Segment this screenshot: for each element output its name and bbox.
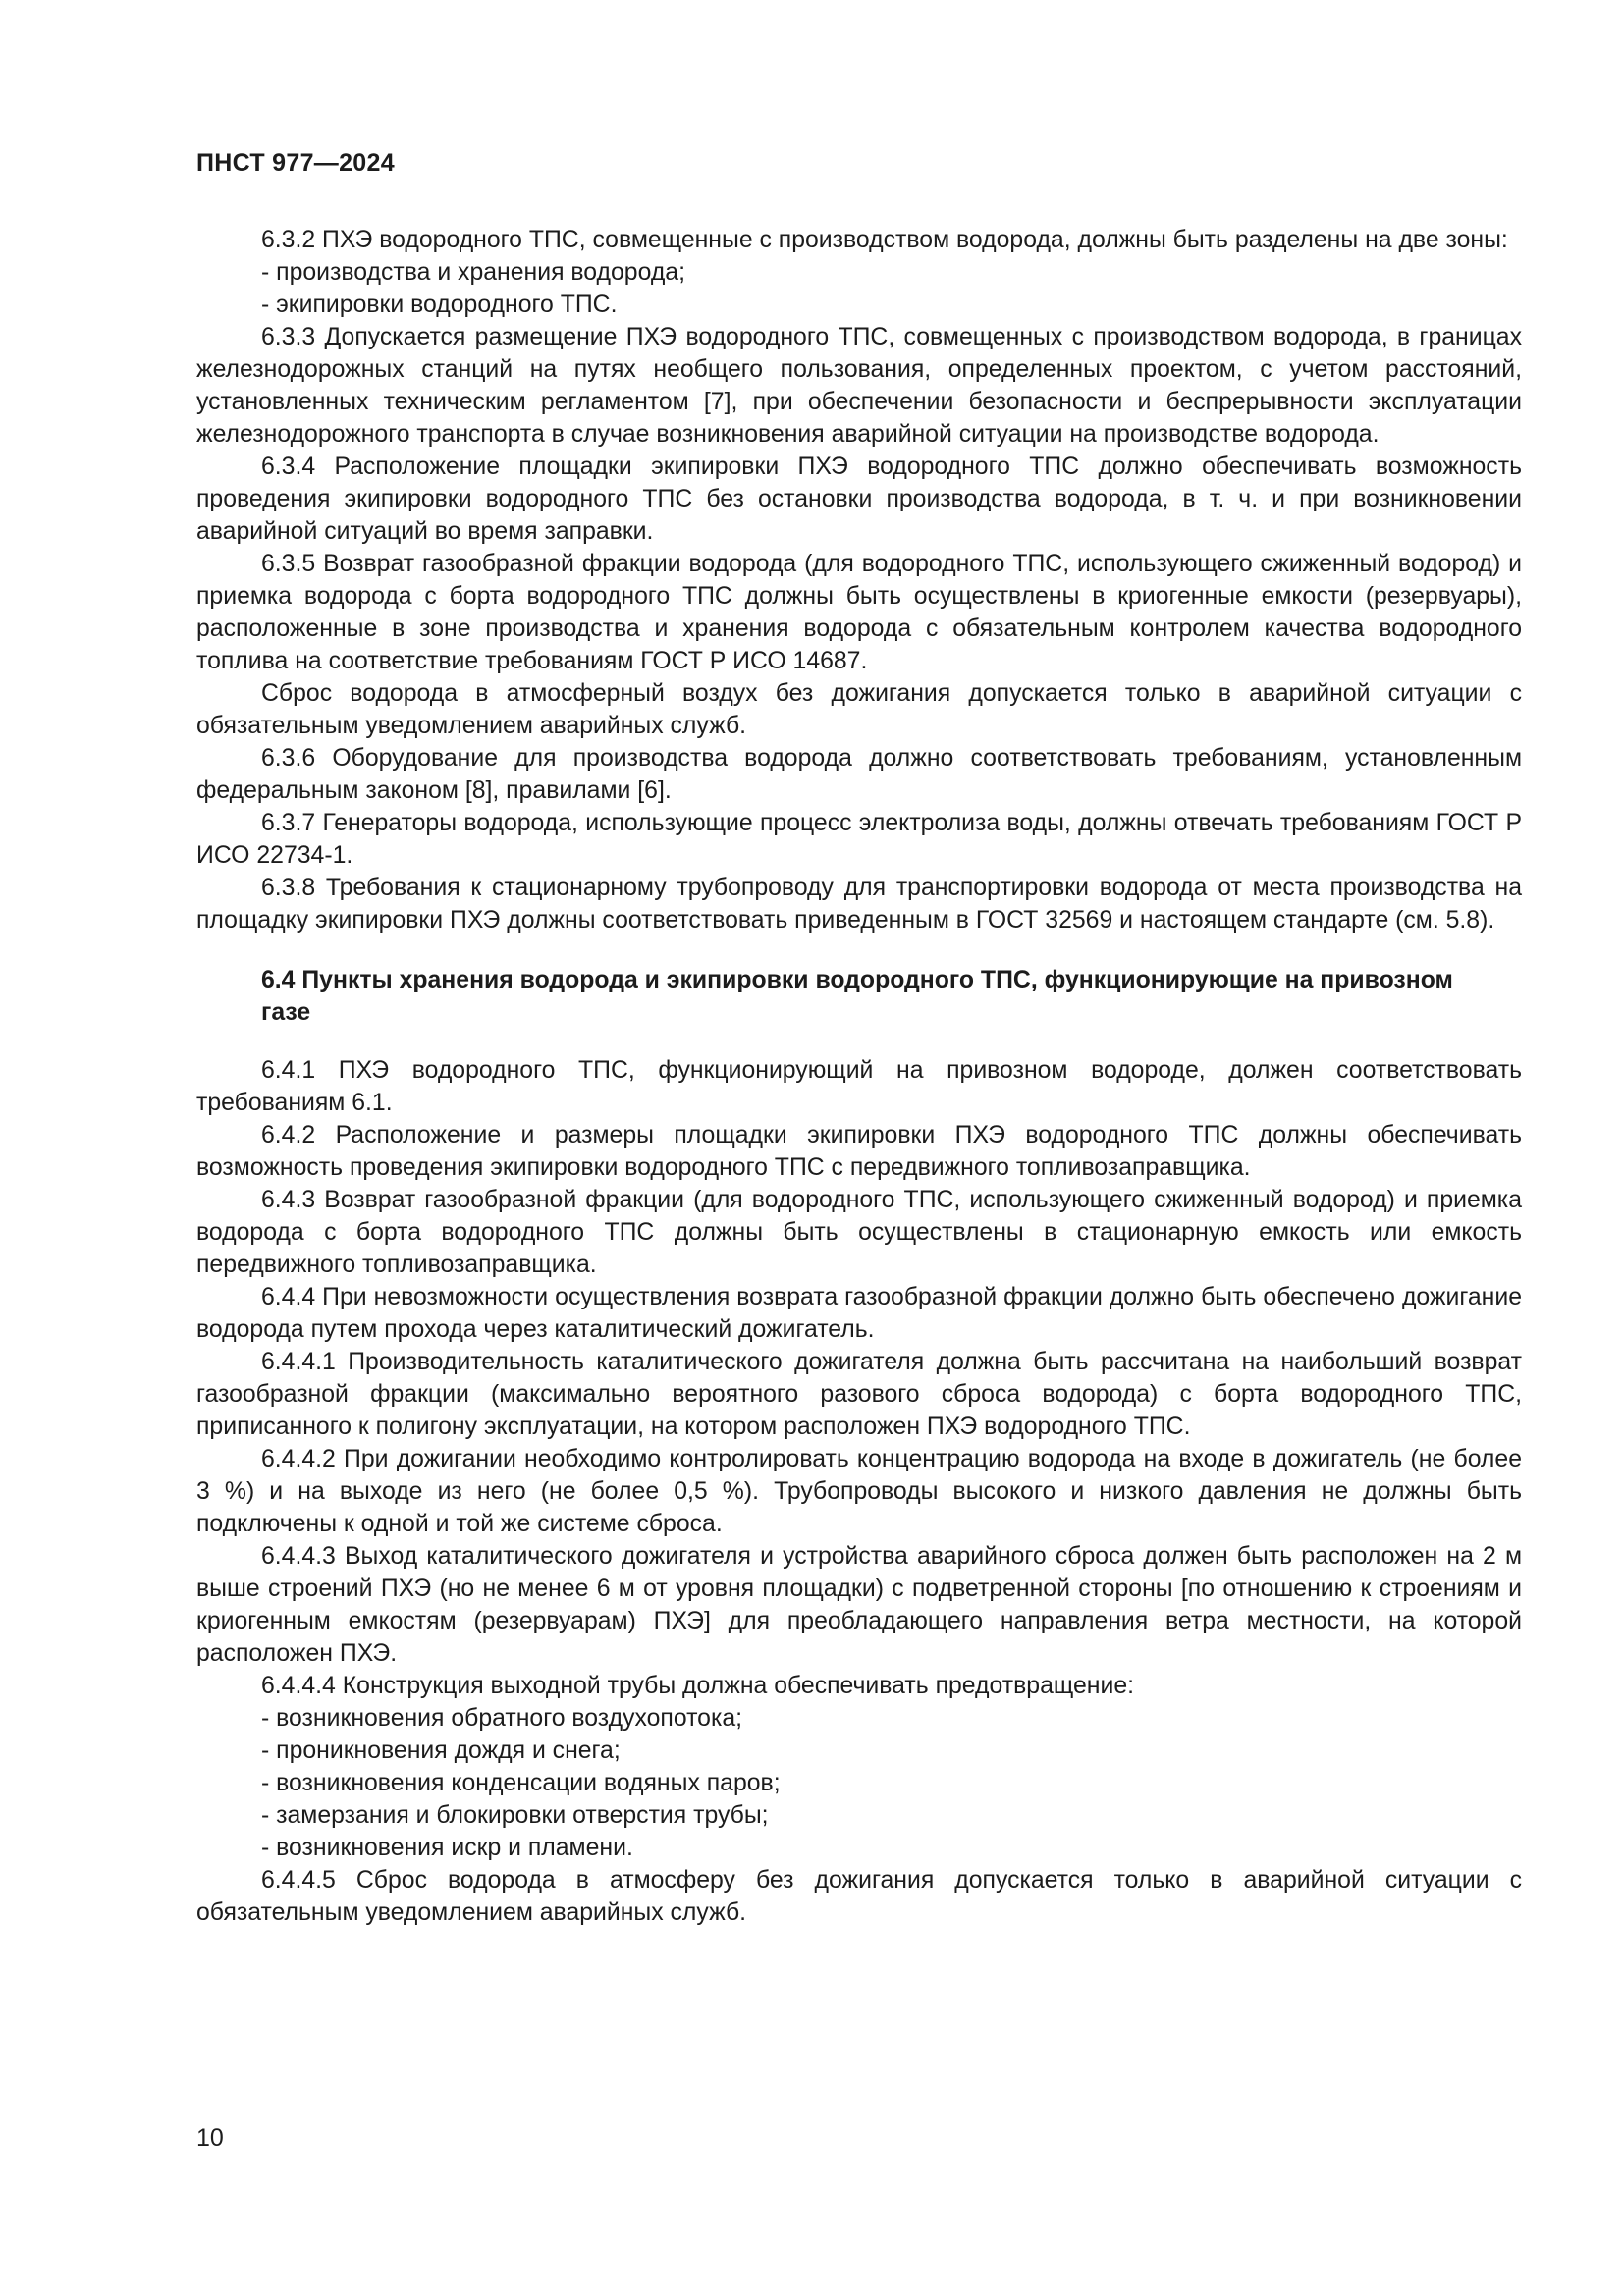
- clause-6-3-6: 6.3.6 Оборудование для производства водорода должно соответствовать требованиям, установленным федеральным законом [8], правилами [6].: [196, 745, 1522, 804]
- clause-6-3-7: 6.3.7 Генераторы водорода, использующие процесс электролиза воды, должны отвечать требованиям ГОСТ Р ИСО 22734-1.: [196, 810, 1522, 869]
- clause-6-3-5-release: Сброс водорода в атмосферный воздух без дожигания допускается только в аварийной ситуации с обязательным уведомлением аварийных служб.: [196, 680, 1522, 739]
- clause-6-4-4-4-item: - проникновения дождя и снега;: [261, 1737, 621, 1764]
- clause-6-4-4-3: 6.4.4.3 Выход каталитического дожигателя и устройства аварийного сброса должен быть расположен на 2 м выше строений ПХЭ (но не менее 6 м от уровня площадки) с подветренной стороны [по отношению к строениям и криогенным емкостям (резервуарам) ПХЭ] для преобладающего направления ветра местности, на которой расположен ПХЭ.: [196, 1543, 1522, 1667]
- document-code: ПНСТ 977—2024: [196, 149, 395, 177]
- clause-6-3-3: 6.3.3 Допускается размещение ПХЭ водородного ТПС, совмещенных с производством водорода, в границах железнодорожных станций на путях необщего пользования, определенных проектом, с учетом расстояний, установленных техническим регламентом [7], при обеспечении безопасности и беспрерывности эксплуатации железнодорожного транспорта в случае возникновения аварийной ситуации на производстве водорода.: [196, 324, 1522, 448]
- clause-6-4-4-4-item: - замерзания и блокировки отверстия трубы;: [261, 1802, 769, 1829]
- clause-6-3-8: 6.3.8 Требования к стационарному трубопроводу для транспортировки водорода от места производства на площадку экипировки ПХЭ должны соответствовать приведенным в ГОСТ 32569 и настоящем стандарте (см. 5.8).: [196, 875, 1522, 934]
- clause-6-3-4: 6.3.4 Расположение площадки экипировки ПХЭ водородного ТПС должно обеспечивать возможность проведения экипировки водородного ТПС без остановки производства водорода, в т. ч. и при возникновении аварийной ситуаций во время заправки.: [196, 454, 1522, 545]
- clause-6-4-4-2: 6.4.4.2 При дожигании необходимо контролировать концентрацию водорода на входе в дожигатель (не более 3 %) и на выходе из него (не более 0,5 %). Трубопроводы высокого и низкого давления не должны быть подключены к одной и той же системе сброса.: [196, 1446, 1522, 1537]
- clause-6-4-4-4: 6.4.4.4 Конструкция выходной трубы должна обеспечивать предотвращение:: [261, 1673, 1135, 1699]
- clause-6-4-4-4-item: - возникновения обратного воздухопотока;: [261, 1705, 743, 1732]
- document-body: [196, 224, 1522, 1929]
- clause-6-4-3: 6.4.3 Возврат газообразной фракции (для водородного ТПС, использующего сжиженный водород) и приемка водорода с борта водородного ТПС должны быть осуществлены в стационарную емкость или емкость передвижного топливозаправщика.: [196, 1187, 1522, 1278]
- clause-6-4-4-5: 6.4.4.5 Сброс водорода в атмосферу без дожигания допускается только в аварийной ситуации с обязательным уведомлением аварийных служб.: [196, 1867, 1522, 1926]
- clause-6-3-5: 6.3.5 Возврат газообразной фракции водорода (для водородного ТПС, использующего сжиженный водород) и приемка водорода с борта водородного ТПС должны быть осуществлены в криогенные емкости (резервуары), расположенные в зоне производства и хранения водорода с обязательным контролем качества водородного топлива на соответствие требованиям ГОСТ Р ИСО 14687.: [196, 551, 1522, 674]
- page-number: 10: [196, 2124, 224, 2152]
- clause-6-4-4-4-item: - возникновения искр и пламени.: [261, 1835, 633, 1861]
- clause-6-3-2: 6.3.2 ПХЭ водородного ТПС, совмещенные с производством водорода, должны быть разделены на две зоны:: [261, 227, 1508, 253]
- clause-6-3-2-item: - производства и хранения водорода;: [261, 259, 685, 286]
- clause-6-4-4: 6.4.4 При невозможности осуществления возврата газообразной фракции должно быть обеспечено дожигание водорода путем прохода через каталитический дожигатель.: [196, 1284, 1522, 1343]
- section-6-4-title: 6.4 Пункты хранения водорода и экипировки водородного ТПС, функционирующие на привозном газе: [261, 967, 1453, 1026]
- clause-6-3-2-item: - экипировки водородного ТПС.: [261, 292, 618, 318]
- clause-6-4-4-1: 6.4.4.1 Производительность каталитического дожигателя должна быть рассчитана на наибольший возврат газообразной фракции (максимально вероятного разового сброса водорода) с борта водородного ТПС, приписанного к полигону эксплуатации, на котором расположен ПХЭ водородного ТПС.: [196, 1349, 1522, 1440]
- clause-6-4-1: 6.4.1 ПХЭ водородного ТПС, функционирующий на привозном водороде, должен соответствовать требованиям 6.1.: [196, 1057, 1522, 1116]
- clause-6-4-4-4-item: - возникновения конденсации водяных паров;: [261, 1770, 781, 1796]
- clause-6-4-2: 6.4.2 Расположение и размеры площадки экипировки ПХЭ водородного ТПС должны обеспечивать возможность проведения экипировки водородного ТПС с передвижного топливозаправщика.: [196, 1122, 1522, 1181]
